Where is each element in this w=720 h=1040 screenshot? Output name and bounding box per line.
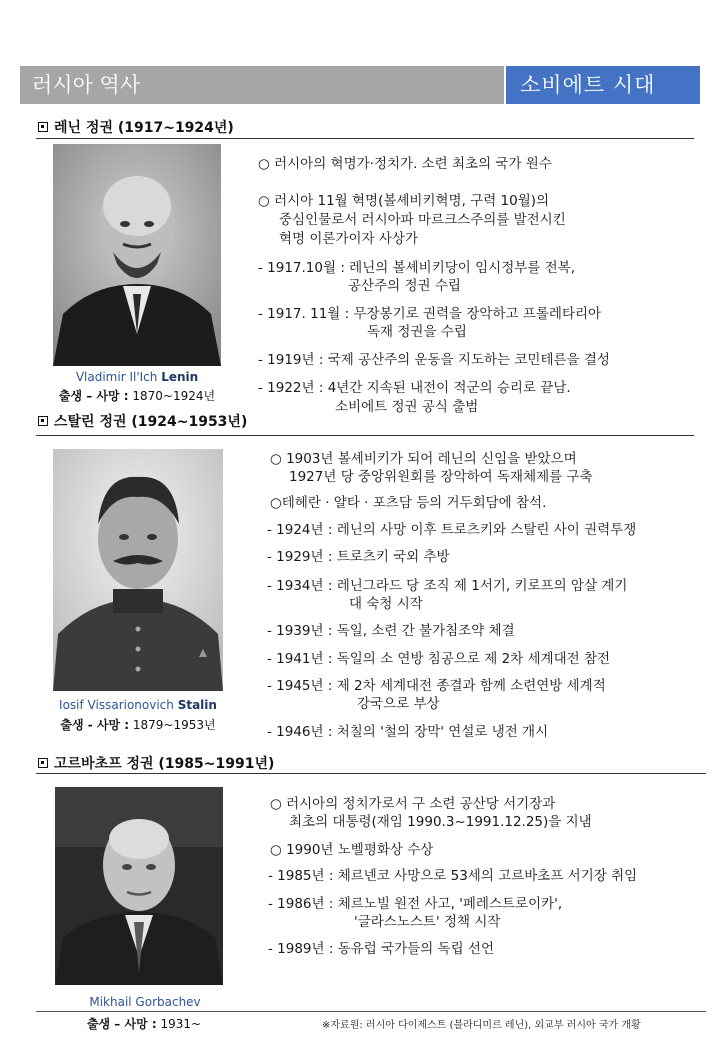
section-divider xyxy=(36,138,694,139)
source-note: ※자료원: 러시아 다이제스트 (블라디미르 레닌), 외교부 러시아 국가 개황 xyxy=(322,1020,641,1031)
list-item: - 1945년 : 제 2차 세계대전 종결과 함께 소련연방 세계적 xyxy=(267,678,606,694)
list-item: - 1924년 : 레닌의 사망 이후 트로츠키와 스탈린 사이 권력투쟁 xyxy=(267,522,637,538)
list-item: 혁명 이론가이자 사상가 xyxy=(279,231,418,247)
list-item: - 1929년 : 트로츠키 국외 추방 xyxy=(267,549,450,565)
list-item: - 1986년 : 체르노빌 원전 사고, '페레스트로이카', xyxy=(268,896,563,912)
list-item: 공산주의 정권 수립 xyxy=(348,278,461,294)
footer-divider xyxy=(36,1011,706,1012)
list-item: - 1917.10월 : 레닌의 볼셰비키당이 임시정부를 전복, xyxy=(258,260,575,276)
header-subtitle: 소비에트 시대 xyxy=(506,66,700,104)
section-title-lenin: 레닌 정권 (1917~1924년) xyxy=(38,117,234,137)
list-item: 최초의 대통령(재임 1990.3~1991.12.25)을 지냄 xyxy=(289,814,592,830)
person-name: Vladimir Il'Ich Lenin xyxy=(75,370,199,384)
page-header xyxy=(20,66,700,104)
list-item: ○테헤란 · 얄타 · 포츠담 등의 거두회담에 참석. xyxy=(270,495,547,511)
life-span: 출생 – 사망 : 1870~1924년 xyxy=(58,389,216,403)
list-item: 강국으로 부상 xyxy=(357,696,440,712)
list-item: - 1941년 : 독일의 소 연방 침공으로 제 2차 세계대전 참전 xyxy=(267,651,611,667)
list-item: ○ 1903년 볼셰비키가 되어 레닌의 신임을 받았으며 xyxy=(270,451,577,467)
section-divider xyxy=(36,435,694,436)
life-span: 출생 - 사망 : 1879~1953년 xyxy=(60,718,216,732)
list-item: 소비에트 정권 공식 출범 xyxy=(335,399,479,415)
person-name: Mikhail Gorbachev xyxy=(89,995,201,1009)
person-name: Iosif Vissarionovich Stalin xyxy=(59,698,217,712)
list-item: 1927년 당 중앙위원회를 장악하여 독재체제를 구축 xyxy=(289,469,593,485)
list-item: - 1989년 : 동유럽 국가들의 독립 선언 xyxy=(268,941,495,957)
list-item: 중심인물로서 러시아파 마르크스주의를 발전시킨 xyxy=(279,212,566,228)
section-title-gorbachev: 고르바초프 정권 (1985~1991년) xyxy=(38,753,274,773)
list-item: ○ 러시아 11월 혁명(볼셰비키혁명, 구력 10월)의 xyxy=(258,193,550,209)
list-item: ○ 러시아의 혁명가·정치가. 소련 최초의 국가 원수 xyxy=(258,156,552,172)
list-item: - 1985년 : 체르넨코 사망으로 53세의 고르바초프 서기장 취임 xyxy=(268,868,638,884)
checkbox-bullet-icon xyxy=(38,758,48,768)
list-item: - 1922년 : 4년간 지속된 내전이 적군의 승리로 끝남. xyxy=(258,380,571,396)
list-item: ○ 1990년 노벨평화상 수상 xyxy=(270,842,434,858)
list-item: - 1946년 : 처칠의 '철의 장막' 연설로 냉전 개시 xyxy=(267,724,549,740)
stalin-portrait xyxy=(53,449,223,691)
list-item: - 1917. 11월 : 무장봉기로 권력을 장악하고 프롤레타리아 xyxy=(258,306,602,322)
lenin-portrait xyxy=(53,144,221,366)
list-item: - 1934년 : 레닌그라드 당 조직 제 1서기, 키로프의 암살 계기 xyxy=(267,578,628,594)
list-item: - 1919년 : 국제 공산주의 운동을 지도하는 코민테른을 결성 xyxy=(258,352,610,368)
section-divider xyxy=(36,773,706,774)
section-title-stalin: 스탈린 정권 (1924~1953년) xyxy=(38,411,247,431)
checkbox-bullet-icon xyxy=(38,416,48,426)
checkbox-bullet-icon xyxy=(38,122,48,132)
list-item: ○ 러시아의 정치가로서 구 소련 공산당 서기장과 xyxy=(270,796,556,812)
list-item: 대 숙청 시작 xyxy=(349,596,423,612)
gorbachev-portrait xyxy=(55,787,223,985)
life-span: 출생 – 사망 : 1931~ xyxy=(86,1017,202,1031)
header-title: 러시아 역사 xyxy=(20,66,504,104)
list-item: - 1939년 : 독일, 소련 간 불가침조약 체결 xyxy=(267,623,515,639)
list-item: 독재 정권을 수립 xyxy=(367,324,467,340)
list-item: '글라스노스트' 정책 시작 xyxy=(354,914,501,930)
